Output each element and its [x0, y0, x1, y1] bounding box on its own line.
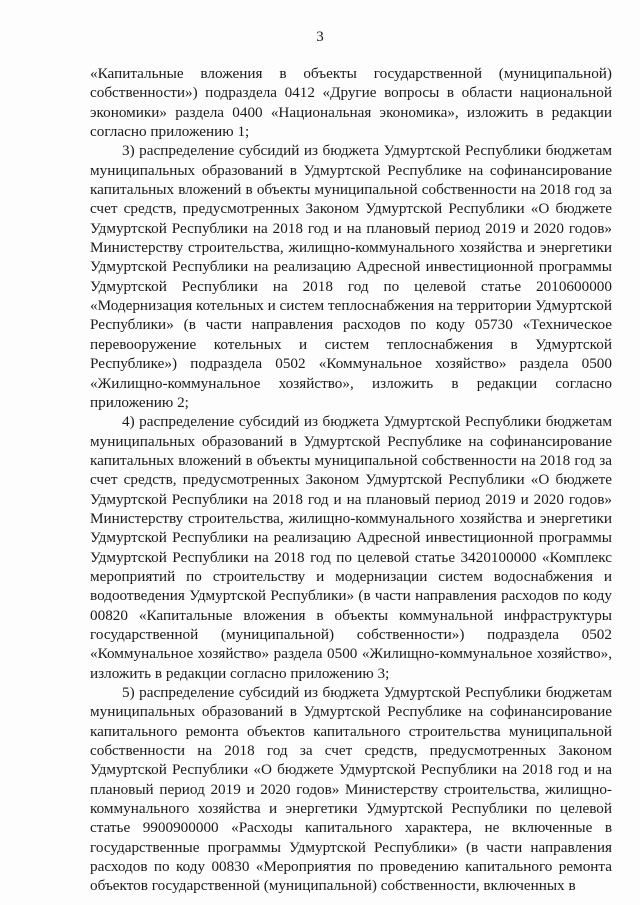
- paragraph-item-3: 3) распределение субсидий из бюджета Удмуртской Республики бюджетам муниципальных образований в Удмуртской Республике на софинансирование капитальных вложений в объекты муниципальной собственности на 2018 год за счет средств, предусмотренных Законом Удмуртской Республики «О бюджете Удмуртской Республики на 2018 год и на плановый период 2019 и 2020 годов» Министерству строительства, жилищно-коммунального хозяйства и энергетики Удмуртской Республики на реализацию Адресной инвестиционной программы Удмуртской Республики на 2018 год по целевой статье 2010600000 «Модернизация котельных и систем теплоснабжения на территории Удмуртской Республики» (в части направления расходов по коду 05730 «Техническое перевооружение котельных и систем теплоснабжения в Удмуртской Республике») подраздела 0502 «Коммунальное хозяйство» раздела 0500 «Жилищно-коммунальное хозяйство», изложить в редакции согласно приложению 2;: [90, 142, 612, 411]
- page-number: 3: [316, 29, 324, 45]
- paragraph-item-4: 4) распределение субсидий из бюджета Удмуртской Республики бюджетам муниципальных образований в Удмуртской Республике на софинансирование капитальных вложений в объекты муниципальной собственности на 2018 год за счет средств, предусмотренных Законом Удмуртской Республики «О бюджете Удмуртской Республики на 2018 год и на плановый период 2019 и 2020 годов» Министерству строительства, жилищно-коммунального хозяйства и энергетики Удмуртской Республики на реализацию Адресной инвестиционной программы Удмуртской Республики на 2018 год по целевой статье 3420100000 «Комплекс мероприятий по строительству и модернизации систем водоснабжения и водоотведения Удмуртской Республики» (в части направления расходов по коду 00820 «Капитальные вложения в объекты коммунальной инфраструктуры государственной (муниципальной) собственности») подраздела 0502 «Коммунальное хозяйство» раздела 0500 «Жилищно-коммунальное хозяйство», изложить в редакции согласно приложению 3;: [90, 413, 612, 682]
- document-body: [90, 64, 612, 896]
- paragraph-item-5: 5) распределение субсидий из бюджета Удмуртской Республики бюджетам муниципальных образований в Удмуртской Республике на софинансирование капитального ремонта объектов капитального строительства муниципальной собственности на 2018 год за счет средств, предусмотренных Законом Удмуртской Республики «О бюджете Удмуртской Республики на 2018 год и на плановый период 2019 и 2020 годов» Министерству строительства, жилищно-коммунального хозяйства и энергетики Удмуртской Республики по целевой статье 9900900000 «Расходы капитального характера, не включенные в государственные программы Удмуртской Республики» (в части направления расходов по коду 00830 «Мероприятия по проведению капитального ремонта объектов государственной (муниципальной) собственности, включенных в: [90, 684, 612, 895]
- paragraph-continuation: «Капитальные вложения в объекты государственной (муниципальной) собственности») подраздела 0412 «Другие вопросы в области национальной экономики» раздела 0400 «Национальная экономика», изложить в редакции согласно приложению 1;: [90, 65, 612, 141]
